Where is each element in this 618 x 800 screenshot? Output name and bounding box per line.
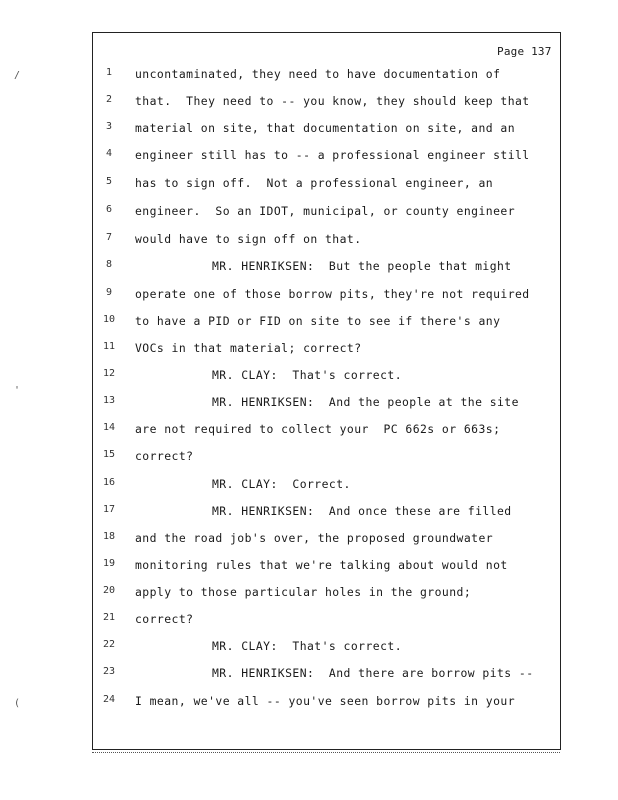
transcript-line <box>0 341 618 357</box>
line-number: 1 <box>105 67 113 78</box>
transcript-line <box>0 67 618 83</box>
scan-speck: ( <box>14 698 21 709</box>
line-number: 22 <box>102 639 116 650</box>
transcript-line <box>0 314 618 330</box>
transcript-line <box>0 639 618 655</box>
transcript-line <box>0 368 618 384</box>
line-text: would have to sign off on that. <box>135 232 362 246</box>
line-number: 11 <box>102 341 116 352</box>
transcript-line <box>0 477 618 493</box>
line-number: 2 <box>105 94 113 105</box>
line-text: engineer. So an IDOT, municipal, or county engineer <box>135 204 516 218</box>
transcript-line <box>0 94 618 110</box>
transcript-line <box>0 694 618 710</box>
line-text: to have a PID or FID on site to see if there's any <box>135 314 501 328</box>
transcript-line <box>0 585 618 601</box>
transcript-line <box>0 259 618 275</box>
line-number: 18 <box>102 531 116 542</box>
line-text: that. They need to -- you know, they should keep that <box>135 94 530 108</box>
transcript-line <box>0 612 618 628</box>
line-text: MR. CLAY: That's correct. <box>212 639 403 653</box>
line-text: engineer still has to -- a professional engineer still <box>135 148 530 162</box>
transcript-line <box>0 558 618 574</box>
transcript-line <box>0 449 618 465</box>
line-number: 3 <box>105 121 113 132</box>
transcript-line <box>0 232 618 248</box>
line-text: MR. HENRIKSEN: But the people that might <box>212 259 512 273</box>
transcript-line <box>0 666 618 682</box>
line-text: has to sign off. Not a professional engineer, an <box>135 176 494 190</box>
line-number: 16 <box>102 477 116 488</box>
page-number: Page 137 <box>497 45 552 58</box>
line-text: correct? <box>135 612 194 626</box>
line-text: and the road job's over, the proposed groundwater <box>135 531 494 545</box>
line-text: uncontaminated, they need to have documentation of <box>135 67 501 81</box>
line-number: 24 <box>102 694 116 705</box>
transcript-line <box>0 395 618 411</box>
scan-speck: / <box>14 70 21 81</box>
line-text: I mean, we've all -- you've seen borrow pits in your <box>135 694 516 708</box>
line-text: are not required to collect your PC 662s or 663s; <box>135 422 501 436</box>
transcript-line <box>0 531 618 547</box>
line-number: 4 <box>105 148 113 159</box>
line-number: 10 <box>102 314 116 325</box>
line-text: operate one of those borrow pits, they're not required <box>135 287 530 301</box>
line-text: MR. CLAY: That's correct. <box>212 368 403 382</box>
line-text: apply to those particular holes in the ground; <box>135 585 472 599</box>
line-number: 17 <box>102 504 116 515</box>
transcript-line <box>0 422 618 438</box>
line-number: 19 <box>102 558 116 569</box>
line-text: material on site, that documentation on site, and an <box>135 121 516 135</box>
transcript-line <box>0 148 618 164</box>
line-number: 13 <box>102 395 116 406</box>
line-number: 20 <box>102 585 116 596</box>
scan-speck: ' <box>14 385 21 396</box>
line-number: 6 <box>105 204 113 215</box>
transcript-line <box>0 121 618 137</box>
line-number: 23 <box>102 666 116 677</box>
line-number: 21 <box>102 612 116 623</box>
line-number: 5 <box>105 176 113 187</box>
line-number: 9 <box>105 287 113 298</box>
line-number: 7 <box>105 232 113 243</box>
line-text: VOCs in that material; correct? <box>135 341 362 355</box>
transcript-line <box>0 504 618 520</box>
transcript-line <box>0 204 618 220</box>
line-number: 8 <box>105 259 113 270</box>
line-text: MR. CLAY: Correct. <box>212 477 351 491</box>
line-number: 12 <box>102 368 116 379</box>
line-text: MR. HENRIKSEN: And the people at the site <box>212 395 519 409</box>
line-text: MR. HENRIKSEN: And there are borrow pits -- <box>212 666 534 680</box>
transcript-line <box>0 176 618 192</box>
transcript-line <box>0 287 618 303</box>
line-number: 14 <box>102 422 116 433</box>
footer-rule <box>92 752 560 753</box>
line-text: MR. HENRIKSEN: And once these are filled <box>212 504 512 518</box>
line-number: 15 <box>102 449 116 460</box>
line-text: correct? <box>135 449 194 463</box>
line-text: monitoring rules that we're talking about would not <box>135 558 508 572</box>
